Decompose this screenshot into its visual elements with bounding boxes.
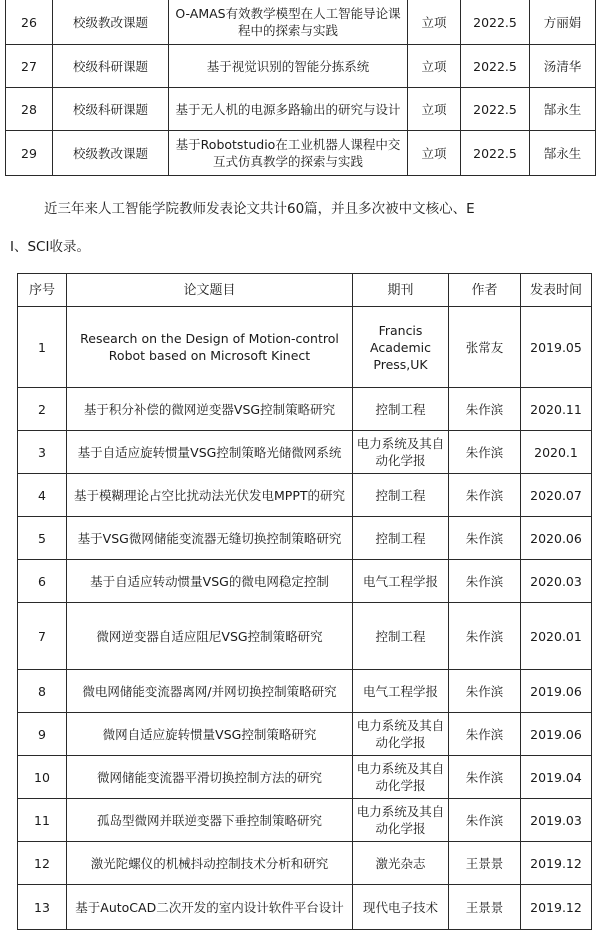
- paper-title: 基于模糊理论占空比扰动法光伏发电MPPT的研究: [67, 474, 353, 517]
- project-no: 29: [6, 131, 53, 176]
- paper-date: 2020.11: [521, 388, 592, 431]
- header-no: 序号: [18, 274, 67, 307]
- paper-no: 4: [18, 474, 67, 517]
- paper-author: 朱作滨: [449, 756, 521, 799]
- paper-author: 朱作滨: [449, 799, 521, 842]
- paper-row: [18, 756, 592, 799]
- paper-row: [18, 842, 592, 885]
- paper-no: 9: [18, 713, 67, 756]
- project-status: 立项: [408, 88, 461, 131]
- paper-journal: 控制工程: [353, 388, 449, 431]
- paper-no: 11: [18, 799, 67, 842]
- paper-author: 朱作滨: [449, 713, 521, 756]
- project-type: 校级教改课题: [53, 0, 169, 45]
- project-person: 郜永生: [530, 131, 596, 176]
- paper-row: [18, 388, 592, 431]
- papers-header-row: [18, 274, 592, 307]
- project-row: [6, 88, 596, 131]
- paper-author: 朱作滨: [449, 670, 521, 713]
- paper-row: [18, 474, 592, 517]
- paper-title: 激光陀螺仪的机械抖动控制技术分析和研究: [67, 842, 353, 885]
- paper-date: 2020.03: [521, 560, 592, 603]
- paper-row: [18, 799, 592, 842]
- paper-journal: 电气工程学报: [353, 560, 449, 603]
- header-journal: 期刊: [353, 274, 449, 307]
- paper-no: 5: [18, 517, 67, 560]
- project-type: 校级科研课题: [53, 45, 169, 88]
- paper-row: [18, 560, 592, 603]
- papers-table-body: [18, 307, 592, 930]
- paper-author: 王景景: [449, 885, 521, 930]
- paper-title: 基于积分补偿的微网逆变器VSG控制策略研究: [67, 388, 353, 431]
- paper-row: [18, 307, 592, 388]
- paper-date: 2020.07: [521, 474, 592, 517]
- project-title: 基于视觉识别的智能分拣系统: [169, 45, 408, 88]
- paper-no: 2: [18, 388, 67, 431]
- paper-journal: 电力系统及其自动化学报: [353, 431, 449, 474]
- papers-table-header: [18, 274, 592, 307]
- paper-journal: 现代电子技术: [353, 885, 449, 930]
- paper-title: 孤岛型微网并联逆变器下垂控制策略研究: [67, 799, 353, 842]
- project-date: 2022.5: [461, 88, 530, 131]
- paper-title: 基于VSG微网储能变流器无缝切换控制策略研究: [67, 517, 353, 560]
- paper-journal: 控制工程: [353, 517, 449, 560]
- project-row: [6, 131, 596, 176]
- paper-journal: 控制工程: [353, 603, 449, 670]
- paper-no: 3: [18, 431, 67, 474]
- header-author: 作者: [449, 274, 521, 307]
- paper-journal: Francis Academic Press,UK: [353, 307, 449, 388]
- project-person: 方丽娟: [530, 0, 596, 45]
- paper-no: 6: [18, 560, 67, 603]
- paper-date: 2019.12: [521, 842, 592, 885]
- project-date: 2022.5: [461, 131, 530, 176]
- project-person: 汤清华: [530, 45, 596, 88]
- paper-author: 朱作滨: [449, 603, 521, 670]
- project-type: 校级教改课题: [53, 131, 169, 176]
- paper-title: 微网储能变流器平滑切换控制方法的研究: [67, 756, 353, 799]
- paper-author: 王景景: [449, 842, 521, 885]
- project-status: 立项: [408, 45, 461, 88]
- project-row: [6, 45, 596, 88]
- paper-no: 12: [18, 842, 67, 885]
- paper-row: [18, 603, 592, 670]
- paper-author: 朱作滨: [449, 560, 521, 603]
- paper-title: 微网自适应旋转惯量VSG控制策略研究: [67, 713, 353, 756]
- project-type: 校级科研课题: [53, 88, 169, 131]
- header-date: 发表时间: [521, 274, 592, 307]
- paper-author: 朱作滨: [449, 474, 521, 517]
- paper-author: 朱作滨: [449, 388, 521, 431]
- intro-text-line2: I、SCI收录。: [10, 239, 90, 255]
- paper-no: 1: [18, 307, 67, 388]
- paper-row: [18, 713, 592, 756]
- project-person: 郜永生: [530, 88, 596, 131]
- project-title: 基于无人机的电源多路输出的研究与设计: [169, 88, 408, 131]
- project-no: 27: [6, 45, 53, 88]
- project-date: 2022.5: [461, 0, 530, 45]
- paper-no: 8: [18, 670, 67, 713]
- paper-row: [18, 517, 592, 560]
- project-date: 2022.5: [461, 45, 530, 88]
- project-status: 立项: [408, 131, 461, 176]
- paper-title: 基于自适应转动惯量VSG的微电网稳定控制: [67, 560, 353, 603]
- paper-row: [18, 670, 592, 713]
- paper-journal: 电力系统及其自动化学报: [353, 799, 449, 842]
- paper-journal: 控制工程: [353, 474, 449, 517]
- paper-date: 2019.06: [521, 670, 592, 713]
- paper-date: 2019.06: [521, 713, 592, 756]
- intro-text-line1: 近三年来人工智能学院教师发表论文共计60篇，并且多次被中文核心、E: [44, 201, 475, 217]
- paper-date: 2019.12: [521, 885, 592, 930]
- paper-row: [18, 431, 592, 474]
- paper-no: 7: [18, 603, 67, 670]
- paper-date: 2019.05: [521, 307, 592, 388]
- paper-date: 2020.01: [521, 603, 592, 670]
- project-no: 28: [6, 88, 53, 131]
- project-row: [6, 0, 596, 45]
- paper-author: 朱作滨: [449, 431, 521, 474]
- project-no: 26: [6, 0, 53, 45]
- paper-title: 微电网储能变流器离网/并网切换控制策略研究: [67, 670, 353, 713]
- paper-title: 基于自适应旋转惯量VSG控制策略光储微网系统: [67, 431, 353, 474]
- paper-journal: 电力系统及其自动化学报: [353, 713, 449, 756]
- paper-title: Research on the Design of Motion-control Robot based on Microsoft Kinect: [67, 307, 353, 388]
- paper-title: 基于AutoCAD二次开发的室内设计软件平台设计: [67, 885, 353, 930]
- paper-date: 2020.06: [521, 517, 592, 560]
- papers-table: [17, 273, 592, 930]
- paper-title: 微网逆变器自适应阻尼VSG控制策略研究: [67, 603, 353, 670]
- paper-no: 10: [18, 756, 67, 799]
- project-title: O-AMAS有效教学模型在人工智能导论课程中的探索与实践: [169, 0, 408, 45]
- header-title: 论文题目: [67, 274, 353, 307]
- paper-date: 2019.04: [521, 756, 592, 799]
- project-title: 基于Robotstudio在工业机器人课程中交互式仿真教学的探索与实践: [169, 131, 408, 176]
- paper-journal: 电气工程学报: [353, 670, 449, 713]
- paper-journal: 电力系统及其自动化学报: [353, 756, 449, 799]
- paper-date: 2019.03: [521, 799, 592, 842]
- project-status: 立项: [408, 0, 461, 45]
- paper-author: 朱作滨: [449, 517, 521, 560]
- paper-author: 张常友: [449, 307, 521, 388]
- paper-row: [18, 885, 592, 930]
- paper-journal: 激光杂志: [353, 842, 449, 885]
- paper-no: 13: [18, 885, 67, 930]
- projects-table: [5, 0, 596, 176]
- projects-table-body: [6, 0, 596, 176]
- paper-date: 2020.1: [521, 431, 592, 474]
